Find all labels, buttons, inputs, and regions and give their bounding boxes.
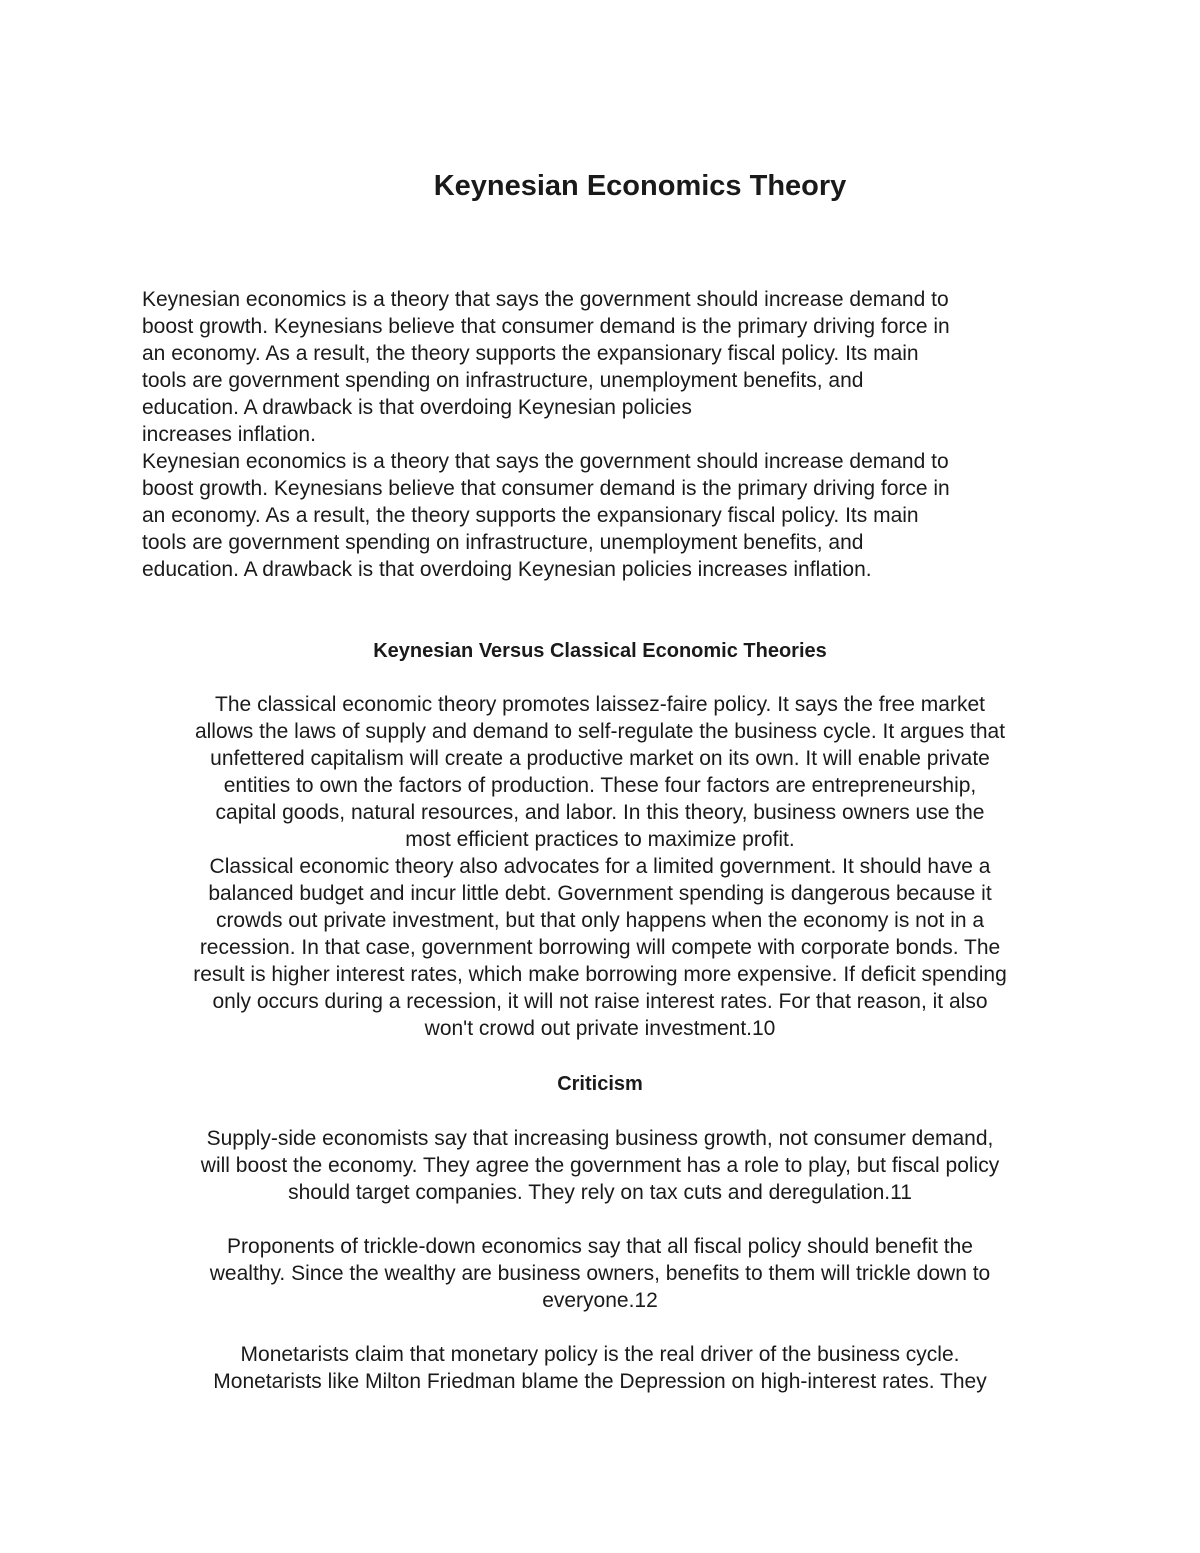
text-line: Monetarists claim that monetary policy is the real driver of the business cycle. [240, 1343, 960, 1366]
intro-section [142, 286, 1082, 583]
text-line: won't crowd out private investment.10 [424, 1017, 776, 1040]
text-line: Proponents of trickle-down economics say that all fiscal policy should benefit the [227, 1235, 973, 1258]
text-line: capital goods, natural resources, and labor. In this theory, business owners use the [215, 801, 985, 824]
section1-paragraph-2 [140, 853, 1060, 1042]
document-title: Keynesian Economics Theory [433, 170, 847, 202]
text-line: entities to own the factors of production. These four factors are entrepreneurship, [223, 774, 977, 797]
text-line: balanced budget and incur little debt. Government spending is dangerous because it [208, 882, 992, 905]
text-line: Keynesian economics is a theory that says the government should increase demand to [142, 288, 949, 311]
text-line: Classical economic theory also advocates for a limited government. It should have a [209, 855, 991, 878]
text-line: will boost the economy. They agree the government has a role to play, but fiscal policy [200, 1154, 1000, 1177]
text-line: education. A drawback is that overdoing Keynesian policies [142, 396, 692, 419]
criticism-paragraph-1 [140, 1125, 1060, 1206]
text-line: Supply-side economists say that increasing business growth, not consumer demand, [206, 1127, 994, 1150]
text-line: Keynesian economics is a theory that says the government should increase demand to [142, 450, 949, 473]
text-line: most efficient practices to maximize profit. [405, 828, 795, 851]
criticism-paragraph-3 [140, 1341, 1060, 1395]
text-line: increases inflation. [142, 423, 316, 446]
text-line: tools are government spending on infrastructure, unemployment benefits, and [142, 369, 864, 392]
text-line: only occurs during a recession, it will not raise interest rates. For that reason, it also [212, 990, 988, 1013]
intro-paragraph-2 [142, 448, 1082, 583]
text-line: education. A drawback is that overdoing Keynesian policies increases inflation. [142, 558, 872, 581]
text-line: boost growth. Keynesians believe that consumer demand is the primary driving force in [142, 477, 950, 500]
text-line: unfettered capitalism will create a productive market on its own. It will enable private [210, 747, 990, 770]
text-line: crowds out private investment, but that only happens when the economy is not in a [215, 909, 985, 932]
section-criticism-2 [140, 1233, 1060, 1314]
text-line: boost growth. Keynesians believe that consumer demand is the primary driving force in [142, 315, 950, 338]
text-line: tools are government spending on infrastructure, unemployment benefits, and [142, 531, 864, 554]
text-line: result is higher interest rates, which make borrowing more expensive. If deficit spending [193, 963, 1007, 986]
text-line: an economy. As a result, the theory supports the expansionary fiscal policy. Its main [142, 342, 919, 365]
section-heading-keynesian-vs-classical: Keynesian Versus Classical Economic Theories [373, 640, 827, 662]
text-line: allows the laws of supply and demand to self-regulate the business cycle. It argues that [194, 720, 1006, 743]
text-line: recession. In that case, government borrowing will compete with corporate bonds. The [199, 936, 1001, 959]
criticism-paragraph-2 [140, 1233, 1060, 1314]
section1-paragraph-1 [140, 691, 1060, 853]
section-criticism-3 [140, 1341, 1060, 1395]
text-line: an economy. As a result, the theory supports the expansionary fiscal policy. Its main [142, 504, 919, 527]
text-line: should target companies. They rely on tax cuts and deregulation.11 [288, 1181, 912, 1204]
section-heading-criticism: Criticism [557, 1073, 643, 1095]
intro-paragraph-1 [142, 286, 1082, 448]
text-line: everyone.12 [542, 1289, 658, 1312]
text-line: Monetarists like Milton Friedman blame the Depression on high-interest rates. They [213, 1370, 987, 1393]
text-line: wealthy. Since the wealthy are business owners, benefits to them will trickle down to [209, 1262, 991, 1285]
section-criticism-1 [140, 1125, 1060, 1206]
section-keynesian-vs-classical [140, 691, 1060, 1042]
text-line: The classical economic theory promotes laissez-faire policy. It says the free market [215, 693, 985, 716]
